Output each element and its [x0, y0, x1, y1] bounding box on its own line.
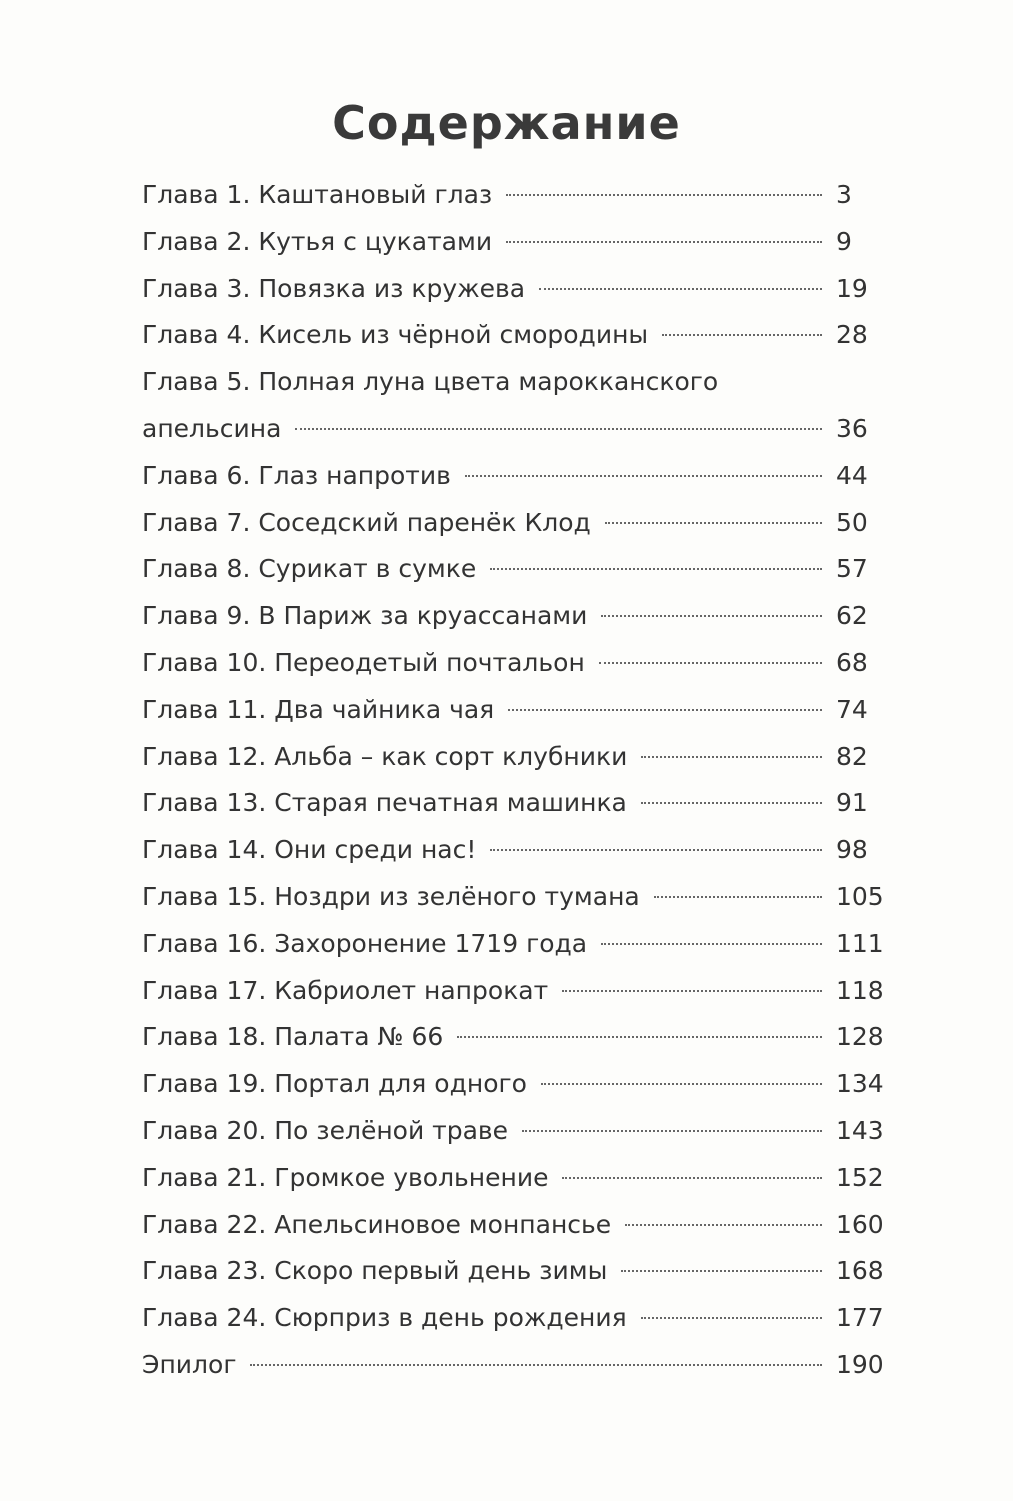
toc-entry-title: Глава 15. Ноздри из зелёного тумана: [142, 881, 640, 911]
toc-entry-page: 57: [836, 554, 868, 584]
toc-entry: [142, 172, 894, 219]
toc-entry: [142, 780, 894, 827]
toc-entry-page: 111: [836, 928, 884, 958]
dot-leader: [641, 756, 822, 758]
toc-entry-page: 98: [836, 835, 868, 865]
toc-entry-page: 143: [836, 1115, 884, 1145]
dot-leader: [654, 896, 822, 898]
toc-entry-title: Глава 22. Апельсиновое монпансье: [142, 1209, 612, 1239]
toc-entry-page: 3: [836, 180, 852, 209]
toc-entry: [142, 1014, 894, 1061]
dot-leader: [508, 709, 822, 711]
table-of-contents: [142, 172, 894, 1389]
dot-leader: [465, 475, 822, 477]
dot-leader: [506, 194, 822, 196]
toc-entry-title: Глава 17. Кабриолет напрокат: [142, 975, 549, 1005]
toc-entry-line2: [142, 406, 894, 453]
toc-entry-page: 91: [836, 788, 868, 818]
toc-entry-title: Глава 4. Кисель из чёрной смородины: [142, 320, 649, 350]
toc-entry: [142, 968, 894, 1015]
toc-entry-page: 134: [836, 1069, 884, 1099]
page-title: Содержание: [332, 96, 681, 150]
toc-entry-page: 74: [836, 694, 868, 724]
toc-entry-title: Глава 16. Захоронение 1719 года: [142, 928, 588, 958]
toc-entry-title: Глава 21. Громкое увольнение: [142, 1162, 549, 1192]
dot-leader: [522, 1130, 822, 1132]
toc-entry-page: 82: [836, 741, 868, 771]
dot-leader: [562, 1177, 822, 1179]
dot-leader: [490, 849, 822, 851]
toc-entry: [142, 1295, 894, 1342]
dot-leader: [605, 522, 822, 524]
toc-entry-title: Глава 14. Они среди нас!: [142, 835, 477, 865]
toc-entry-page: 50: [836, 507, 868, 537]
toc-entry: [142, 312, 894, 359]
dot-leader: [490, 568, 822, 570]
toc-entry-title: Глава 20. По зелёной траве: [142, 1115, 509, 1145]
dot-leader: [662, 334, 822, 336]
dot-leader: [601, 943, 822, 945]
toc-entry-title: Глава 8. Сурикат в сумке: [142, 554, 477, 584]
toc-entry-title: Глава 23. Скоро первый день зимы: [142, 1256, 608, 1286]
toc-entry: [142, 640, 894, 687]
toc-entry: [142, 1061, 894, 1108]
toc-entry-title: Глава 13. Старая печатная машинка: [142, 788, 627, 818]
toc-entry-page: 128: [836, 1022, 884, 1052]
dot-leader: [562, 990, 822, 992]
toc-entry-title: Глава 11. Два чайника чая: [142, 694, 495, 724]
toc-entry-title: Глава 12. Альба – как сорт клубники: [142, 741, 628, 771]
toc-entry: [142, 593, 894, 640]
dot-leader: [506, 241, 822, 243]
toc-entry-page: 36: [836, 413, 868, 443]
toc-entry-page: 152: [836, 1162, 884, 1192]
toc-entry: [142, 687, 894, 734]
dot-leader: [250, 1364, 822, 1366]
dot-leader: [295, 428, 822, 430]
toc-entry: [142, 734, 894, 781]
toc-entry-page: 105: [836, 881, 884, 911]
toc-entry-page: 118: [836, 975, 884, 1005]
toc-entry: [142, 500, 894, 547]
toc-entry-title: Глава 5. Полная луна цвета марокканского: [142, 367, 719, 397]
toc-entry-title: Глава 1. Каштановый глаз: [142, 180, 493, 209]
toc-entry-title: Глава 3. Повязка из кружева: [142, 273, 526, 303]
toc-entry: [142, 1202, 894, 1249]
toc-entry-page: 168: [836, 1256, 884, 1286]
dot-leader: [625, 1224, 822, 1226]
dot-leader: [641, 802, 822, 804]
toc-entry-title: Глава 19. Портал для одного: [142, 1069, 527, 1099]
toc-entry: [142, 266, 894, 313]
toc-entry-title: Глава 10. Переодетый почтальон: [142, 647, 585, 677]
toc-entry-title: Глава 6. Глаз напротив: [142, 460, 451, 490]
toc-entry-page: 28: [836, 320, 868, 350]
toc-entry: [142, 827, 894, 874]
dot-leader: [621, 1270, 822, 1272]
toc-entry-page: 160: [836, 1209, 884, 1239]
toc-entry-page: 44: [836, 460, 868, 490]
toc-entry: [142, 1108, 894, 1155]
toc-entry-page: 177: [836, 1303, 884, 1333]
toc-entry: [142, 1342, 894, 1389]
toc-entry-page: 62: [836, 601, 868, 631]
dot-leader: [601, 615, 822, 617]
toc-entry-title: Глава 24. Сюрприз в день рождения: [142, 1303, 627, 1333]
toc-entry: [142, 1155, 894, 1202]
toc-entry: [142, 1248, 894, 1295]
dot-leader: [539, 288, 822, 290]
toc-entry-line1: [142, 359, 894, 406]
toc-entry: [142, 453, 894, 500]
toc-entry: [142, 921, 894, 968]
toc-entry: [142, 546, 894, 593]
toc-entry-title-continued: апельсина: [142, 413, 282, 443]
toc-entry-title: Глава 9. В Париж за круассанами: [142, 601, 588, 631]
dot-leader: [541, 1083, 822, 1085]
dot-leader: [641, 1317, 822, 1319]
dot-leader: [457, 1036, 822, 1038]
toc-entry-page: 19: [836, 273, 868, 303]
toc-entry: [142, 359, 894, 453]
dot-leader: [599, 662, 822, 664]
toc-entry-page: 68: [836, 647, 868, 677]
toc-entry-page: 190: [836, 1349, 884, 1379]
toc-entry-title: Глава 7. Соседский паренёк Клод: [142, 507, 591, 537]
toc-entry-page: 9: [836, 226, 852, 256]
toc-entry-title: Эпилог: [142, 1349, 237, 1379]
toc-entry-title: Глава 18. Палата № 66: [142, 1022, 444, 1052]
toc-entry: [142, 874, 894, 921]
toc-entry-title: Глава 2. Кутья с цукатами: [142, 226, 493, 256]
toc-entry: [142, 219, 894, 266]
